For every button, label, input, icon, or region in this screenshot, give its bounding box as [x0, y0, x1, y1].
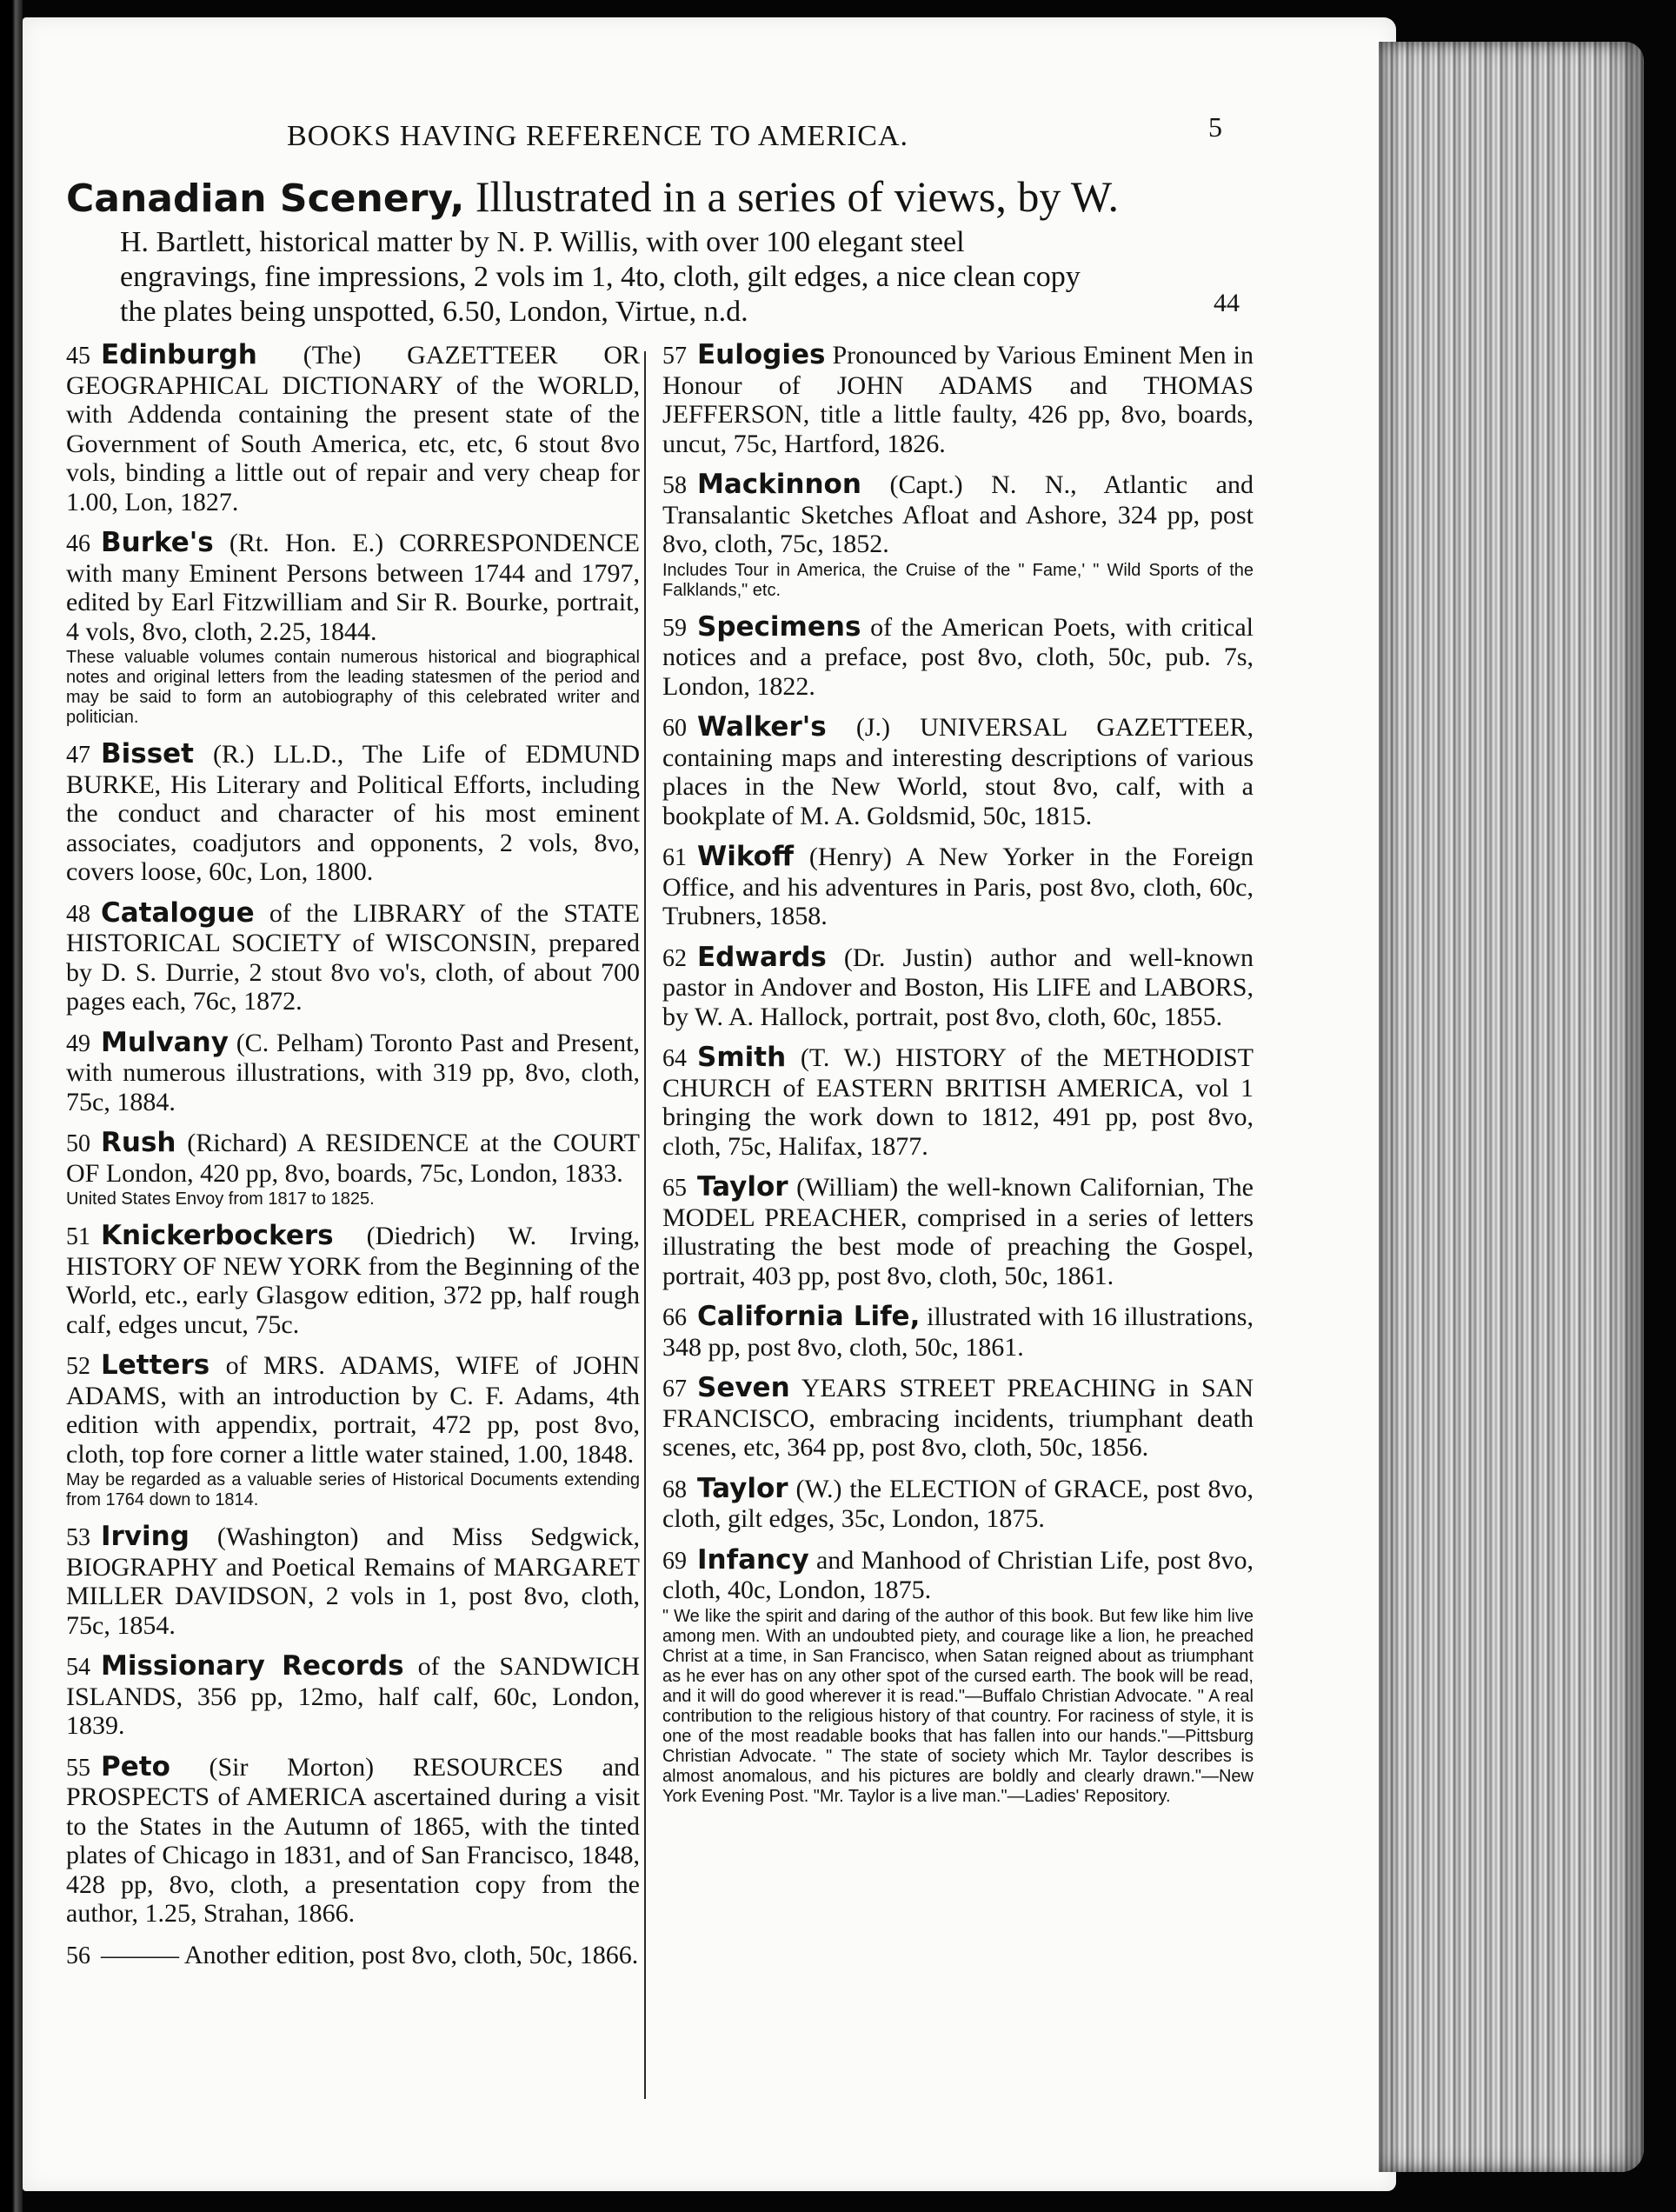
entry-title: Infancy [697, 1543, 809, 1576]
entry-description: (Rt. Hon. E.) CORRESPONDENCE with many Eminent Persons between 1744 and 1797, edited by Earl Fitzwilliam and Sir R. Bourke, portrait, 4 vols, 8vo, cloth, 2.25, 1844. [66, 529, 640, 646]
entry-text [66, 740, 640, 887]
entry-number: 65 [662, 1175, 687, 1202]
entry-description: (W.) the ELECTION of GRACE, post 8vo, cloth, gilt edges, 35c, London, 1875. [662, 1474, 1254, 1533]
entry-text [662, 1472, 1254, 1534]
catalogue-entry [66, 1522, 640, 1640]
catalogue-entry [662, 1472, 1254, 1534]
entry-title: Knickerbockers [101, 1220, 334, 1251]
entry-number: 53 [66, 1524, 90, 1551]
featured-line: the plates being unspotted, 6.50, London, Virtue, n.d. [120, 296, 748, 328]
entry-note: Includes Tour in America, the Cruise of the " Fame,' " Wild Sports of the Falklands," etc. [662, 560, 1254, 600]
entry-description: (Richard) A RESIDENCE at the COURT OF London, 420 pp, 8vo, boards, 75c, London, 1833. [66, 1129, 640, 1188]
entry-text [662, 1043, 1254, 1161]
entry-title: Catalogue [101, 896, 255, 929]
entry-text [66, 1941, 640, 1971]
entry-description: YEARS STREET PREACHING in SAN FRANCISCO, embracing incidents, triumphant death scenes, etc, 364 pp, post 8vo, cloth, 50c, 1856. [662, 1374, 1254, 1462]
catalogue-entry [662, 1303, 1254, 1362]
entry-text [662, 843, 1254, 931]
entry-title: Smith [697, 1042, 787, 1073]
entry-number: 54 [66, 1654, 90, 1681]
entry-text [66, 896, 640, 1016]
entry-title: Burke's [101, 527, 214, 558]
entry-title: Seven [697, 1372, 790, 1403]
catalogue-entry [66, 896, 640, 1016]
right-column [662, 341, 1254, 1819]
entry-number: 64 [662, 1045, 687, 1072]
featured-first-line [66, 170, 1231, 225]
catalogue-entry [66, 1652, 640, 1741]
entry-text [66, 1750, 640, 1929]
entry-title: Mackinnon [697, 469, 861, 500]
entry-title: Mulvany [101, 1026, 229, 1058]
catalogue-entry [662, 1543, 1254, 1807]
entry-title: Letters [101, 1349, 210, 1381]
entry-text [662, 1543, 1254, 1605]
entry-number: 49 [66, 1029, 90, 1057]
entry-number: 66 [662, 1304, 687, 1331]
catalogue-entry [662, 943, 1254, 1032]
featured-first-text: Illustrated in a series of views, by W. [464, 172, 1120, 221]
entry-number: 62 [662, 944, 687, 972]
entry-text [66, 1522, 640, 1640]
catalogue-entry [66, 1026, 640, 1117]
catalogue-entry [66, 1222, 640, 1339]
left-column [66, 341, 640, 1982]
entry-title: Edinburgh [101, 339, 257, 370]
entry-description: (Diedrich) W. Irving, HISTORY OF NEW YORK from the Beginning of the World, etc., early Glasgow edition, 372 pp, half rough calf, edges uncut, 75c. [66, 1222, 640, 1339]
featured-name: Canadian Scenery, [66, 177, 465, 221]
catalogue-entry [66, 1351, 640, 1510]
entry-description: illustrated with 16 illustrations, 348 pp, post 8vo, cloth, 50c, 1861. [662, 1303, 1254, 1362]
catalogue-entry [662, 470, 1254, 601]
entry-title: Eulogies [697, 339, 826, 370]
entry-description: (C. Pelham) Toronto Past and Present, with numerous illustrations, with 319 pp, 8vo, cloth, 75c, 1884. [66, 1028, 640, 1116]
entry-title: Missionary Records [101, 1650, 404, 1682]
entry-description: (J.) UNIVERSAL GAZETTEER, containing maps and interesting descriptions of various places in the New World, stout 8vo, calf, with a bookplate of M. A. Goldsmid, 50c, 1815. [662, 713, 1254, 830]
entry-text [66, 1351, 640, 1469]
entry-description: (The) GAZETTEER OR GEOGRAPHICAL DICTIONARY of the WORLD, with Addenda containing the present state of the Government of South America, etc, etc, 6 stout 8vo vols, binding a little out of repair and very cheap for 1.00, Lon, 1827. [66, 341, 640, 516]
entry-note: May be regarded as a valuable series of Historical Documents extending from 1764 down to 1814. [66, 1470, 640, 1509]
entry-note: These valuable volumes contain numerous historical and biographical notes and original letters from the leading statesmen of the period and may be said to form an autobiography of this celebrated writer and politician. [66, 648, 640, 727]
entry-note: United States Envoy from 1817 to 1825. [66, 1189, 375, 1209]
entry-title: Bisset [101, 738, 195, 770]
entry-text [66, 1129, 640, 1188]
catalogue-entry [662, 1043, 1254, 1161]
entry-title: Irving [101, 1521, 190, 1552]
entry-description: (R.) LL.D., The Life of EDMUND BURKE, His Literary and Political Efforts, including the conduct and character of his most eminent associates, coadjutors and opponents, 2 vols, 8vo, covers loose, 60c, Lon, 1800. [66, 740, 640, 886]
entry-number: 60 [662, 715, 687, 742]
featured-line: engravings, fine impressions, 2 vols im 1, 4to, cloth, gilt edges, a nice clean copy [120, 261, 1081, 293]
entry-text [662, 713, 1254, 830]
page-number: 5 [1208, 111, 1222, 143]
entry-description: (Dr. Justin) author and well-known pastor in Andover and Boston, His LIFE and LABORS, by W. A. Hallock, portrait, post 8vo, cloth, 60c, 1855. [662, 943, 1254, 1031]
entry-title: Rush [101, 1127, 176, 1158]
entry-text [66, 529, 640, 646]
catalogue-entry [662, 341, 1254, 458]
entry-text [662, 341, 1254, 458]
entry-title: Wikoff [697, 841, 795, 872]
entry-description: (Henry) A New Yorker in the Foreign Office, and his adventures in Paris, post 8vo, cloth, 60c, Trubners, 1858. [662, 843, 1254, 930]
entry-description: (Washington) and Miss Sedgwick, BIOGRAPHY and Poetical Remains of MARGARET MILLER DAVIDSON, 2 vols in 1, post 8vo, cloth, 75c, 1854. [66, 1522, 640, 1640]
entry-number: 56 [66, 1942, 90, 1969]
entry-note: " We like the spirit and daring of the author of this book. But few like him live among men. With an undoubted piety, and courage like a lion, he preached Christ at a time, in San Francisco, when Satan reigned about as triumphant as he ever has on any other spot of the cursed earth. The book will be read, and it will do good wherever it is read."—Buffalo Christian Advocate. " A real contribution to the religious history of that country. For raciness of style, it is one of the most readable books that has fallen into our hands."—Pittsburg Christian Advocate. " The state of society which Mr. Taylor describes is almost anomalous, and his pictures are boldly and clearly drawn."—New York Evening Post. "Mr. Taylor is a live man."—Ladies' Repository. [662, 1606, 1254, 1806]
entry-number: 69 [662, 1547, 687, 1575]
entry-number: 59 [662, 614, 687, 642]
entry-number: 45 [66, 343, 90, 370]
catalogue-entry [66, 740, 640, 887]
column-rule [644, 351, 646, 2099]
running-head: BOOKS HAVING REFERENCE TO AMERICA. [287, 120, 909, 152]
entry-text [662, 1303, 1254, 1362]
entry-title: Peto [101, 1750, 170, 1782]
entry-text [66, 1026, 640, 1117]
entry-description: of the LIBRARY of the STATE HISTORICAL SOCIETY of WISCONSIN, prepared by D. S. Durrie, 2 stout 8vo vo's, cloth, of about 700 pages each, 76c, 1872. [66, 898, 640, 1016]
entry-description: ——— Another edition, post 8vo, cloth, 50c, 1866. [101, 1940, 639, 1969]
entry-number: 47 [66, 742, 90, 769]
entry-number: 67 [662, 1376, 687, 1402]
entry-description: (William) the well-known Californian, The MODEL PREACHER, comprised in a series of letters illustrating the best mode of preaching the Gospel, portrait, 403 pp, post 8vo, cloth, 50c, 1861. [662, 1173, 1254, 1290]
entry-description: (Capt.) N. N., Atlantic and Transalantic Sketches Afloat and Ashore, 324 pp, post 8vo, cloth, 75c, 1852. [662, 470, 1254, 558]
entry-text [662, 610, 1254, 702]
entry-number: 46 [66, 530, 90, 557]
entry-number: 51 [66, 1223, 90, 1250]
entry-number: 68 [662, 1476, 687, 1503]
entry-title: Taylor [697, 1472, 788, 1504]
entry-description: of the American Poets, with critical notices and a preface, post 8vo, cloth, 50c, pub. 7s, London, 1822. [662, 612, 1254, 701]
entry-number: 48 [66, 900, 90, 928]
catalogue-entry [662, 1173, 1254, 1290]
catalogue-entry [662, 713, 1254, 830]
book-spine-edge [0, 0, 23, 2212]
catalogue-entry [662, 610, 1254, 702]
entry-number: 58 [662, 472, 687, 499]
entry-description: (Sir Morton) RESOURCES and PROSPECTS of AMERICA ascertained during a visit to the States in the Autumn of 1865, with the tinted plates of Chicago in 1831, and of San Francisco, 1848, 428 pp, 8vo, cloth, a presentation copy from the author, 1.25, Strahan, 1866. [66, 1752, 640, 1928]
entry-number: 50 [66, 1130, 90, 1157]
catalogue-entry [66, 1750, 640, 1929]
entry-title: Walker's [697, 711, 827, 743]
entry-text [66, 1652, 640, 1741]
entry-text [662, 1173, 1254, 1290]
entry-description: (T. W.) HISTORY of the METHODIST CHURCH of EASTERN BRITISH AMERICA, vol 1 bringing the work down to 1812, 491 pp, post 8vo, cloth, 75c, Halifax, 1877. [662, 1043, 1254, 1161]
entry-number: 55 [66, 1754, 90, 1782]
entry-title: Taylor [697, 1171, 788, 1203]
catalogue-entry [66, 341, 640, 516]
entry-number: 52 [66, 1353, 90, 1380]
entry-title: California Life, [697, 1301, 921, 1332]
featured-body [66, 225, 1231, 330]
entry-description: of MRS. ADAMS, WIFE of JOHN ADAMS, with an introduction by C. F. Adams, 4th edition with appendix, portrait, 472 pp, post 8vo, cloth, top fore corner a little water stained, 1.00, 1848. [66, 1351, 640, 1469]
catalogue-entry [66, 1941, 640, 1971]
entry-description: Pronounced by Various Eminent Men in Honour of JOHN ADAMS and THOMAS JEFFERSON, title a little faulty, 426 pp, 8vo, boards, uncut, 75c, Hartford, 1826. [662, 341, 1254, 458]
entry-title: Edwards [697, 941, 827, 973]
featured-lot-number: 44 [1214, 289, 1240, 317]
entry-description: and Manhood of Christian Life, post 8vo, cloth, 40c, London, 1875. [662, 1545, 1254, 1604]
entry-number: 61 [662, 844, 687, 871]
entry-text [662, 943, 1254, 1032]
catalogue-entry [66, 1129, 640, 1209]
entry-text [662, 470, 1254, 559]
featured-entry [66, 170, 1240, 330]
entry-text [66, 1222, 640, 1339]
page-edges [1379, 42, 1644, 2172]
featured-line: H. Bartlett, historical matter by N. P. Willis, with over 100 elegant steel [120, 226, 965, 258]
entry-title: Specimens [697, 610, 861, 643]
catalogue-entry [662, 1374, 1254, 1462]
entry-description: of the SANDWICH ISLANDS, 356 pp, 12mo, half calf, 60c, London, 1839. [66, 1652, 640, 1740]
entry-number: 57 [662, 343, 687, 370]
catalogue-entry [66, 529, 640, 728]
entry-text [66, 341, 640, 516]
entry-text [662, 1374, 1254, 1462]
catalogue-entry [662, 843, 1254, 931]
